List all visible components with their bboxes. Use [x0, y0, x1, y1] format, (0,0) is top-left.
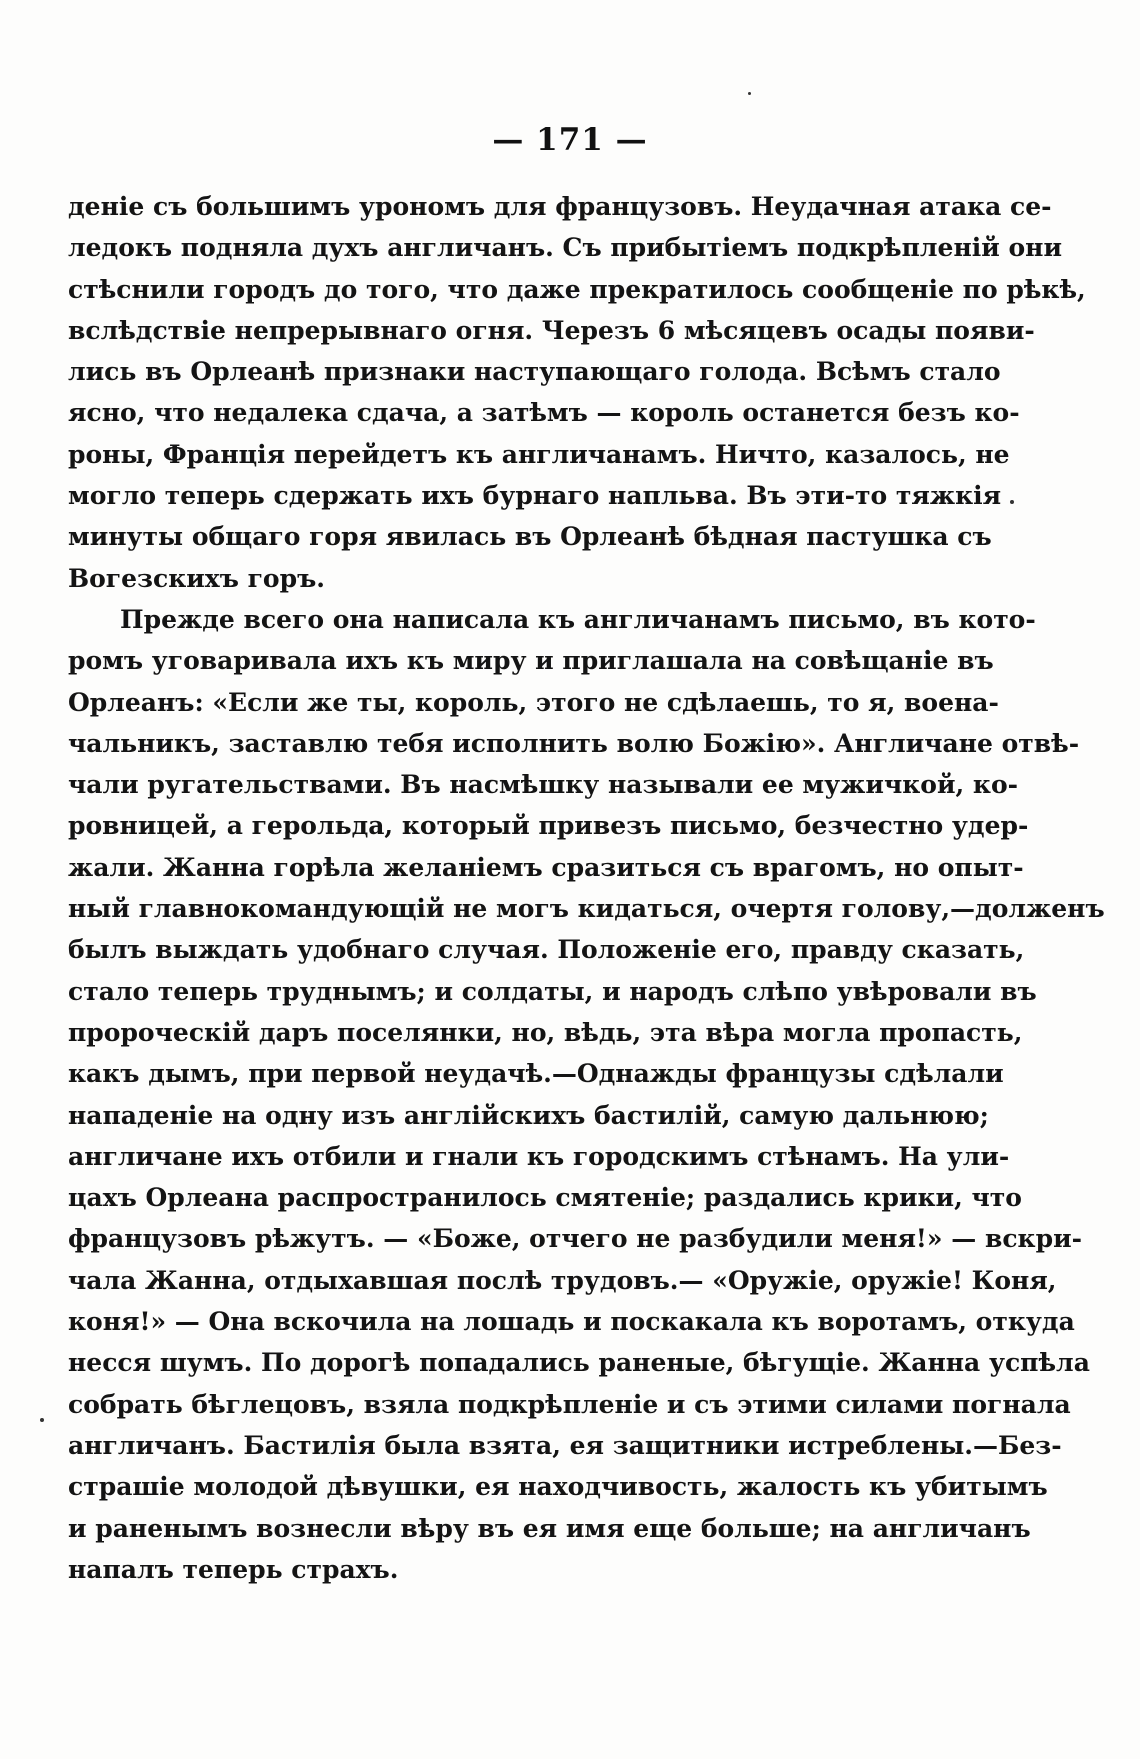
text-line: коня!» — Она вскочила на лошадь и поскакала къ воротамъ, откуда	[68, 1307, 1075, 1337]
text-line: какъ дымъ, при первой неудачѣ.—Однажды французы сдѣлали	[68, 1059, 1004, 1089]
text-line: французовъ рѣжутъ. — «Боже, отчего не разбудили меня!» — вскри-	[68, 1224, 1082, 1254]
text-line: собрать бѣглецовъ, взяла подкрѣпленіе и съ этими силами погнала	[68, 1389, 1071, 1419]
text-line: ледокъ подняла духъ англичанъ. Съ прибытіемъ подкрѣпленій они	[68, 233, 1063, 263]
text-line: напалъ теперь страхъ.	[68, 1554, 399, 1584]
text-line: англичанъ. Бастилія была взята, ея защитники истреблены.—Без-	[68, 1430, 1062, 1460]
print-speck	[748, 92, 751, 95]
text-line: стало теперь труднымъ; и солдаты, и народъ слѣпо увѣровали въ	[68, 976, 1037, 1006]
print-speck	[1010, 500, 1014, 504]
text-line: могло теперь сдержать ихъ бурнаго напльва. Въ эти-то тяжкія	[68, 481, 1002, 511]
text-line: лись въ Орлеанѣ признаки наступающаго голода. Всѣмъ стало	[68, 357, 1001, 387]
text-line: и раненымъ вознесли вѣру въ ея имя еще больше; на англичанъ	[68, 1513, 1031, 1543]
text-line: ный главнокомандующій не могъ кидаться, очертя голову,—долженъ	[68, 894, 1105, 924]
print-speck	[40, 1418, 44, 1422]
text-line: пророческій даръ поселянки, но, вѣдь, эта вѣра могла пропасть,	[68, 1017, 1023, 1047]
text-line: ясно, что недалека сдача, а затѣмъ — король останется безъ ко-	[68, 398, 1020, 428]
text-line: цахъ Орлеана распространилось смятеніе; раздались крики, что	[68, 1183, 1022, 1213]
text-line: стѣснили городъ до того, что даже прекратилось сообщеніе по рѣкѣ,	[68, 274, 1086, 304]
text-line: нападеніе на одну изъ англійскихъ бастилій, самую дальнюю;	[68, 1100, 989, 1130]
text-line: былъ выждать удобнаго случая. Положеніе его, правду сказать,	[68, 935, 1025, 965]
text-line: англичане ихъ отбили и гнали къ городскимъ стѣнамъ. На ули-	[68, 1141, 1010, 1171]
text-line: роны, Франція перейдетъ къ англичанамъ. Ничто, казалось, не	[68, 439, 1010, 469]
text-line: страшіе молодой дѣвушки, ея находчивость, жалость къ убитымъ	[68, 1472, 1048, 1502]
text-line: несся шумъ. По дорогѣ попадались раненые, бѣгущіе. Жанна успѣла	[68, 1348, 1090, 1378]
text-line: чали ругательствами. Въ насмѣшку называли ее мужичкой, ко-	[68, 770, 1019, 800]
body-text	[68, 186, 1105, 1590]
text-line: вслѣдствіе непрерывнаго огня. Черезъ 6 мѣсяцевъ осады появи-	[68, 315, 1035, 345]
text-line: жали. Жанна горѣла желаніемъ сразиться съ врагомъ, но опыт-	[68, 852, 1024, 882]
text-line: ромъ уговаривала ихъ къ миру и приглашала на совѣщаніе въ	[68, 646, 994, 676]
text-line: чальникъ, заставлю тебя исполнить волю Божію». Англичане отвѣ-	[68, 728, 1080, 758]
paragraph-start-line: Прежде всего она написала къ англичанамъ письмо, въ кото-	[120, 604, 1036, 634]
text-line: минуты общаго горя явилась въ Орлеанѣ бѣдная пастушка съ	[68, 522, 992, 552]
text-line: Орлеанъ: «Если же ты, король, этого не сдѣлаешь, то я, воена-	[68, 687, 999, 717]
text-line: Вогезскихъ горъ.	[68, 563, 325, 593]
text-line: чала Жанна, отдыхавшая послѣ трудовъ.— «Оружіе, оружіе! Коня,	[68, 1265, 1057, 1295]
page-number: — 171 —	[492, 122, 648, 158]
text-line: ровницей, а герольда, который привезъ письмо, безчестно удер-	[68, 811, 1029, 841]
text-line: деніе съ большимъ урономъ для французовъ. Неудачная атака се-	[68, 192, 1052, 221]
